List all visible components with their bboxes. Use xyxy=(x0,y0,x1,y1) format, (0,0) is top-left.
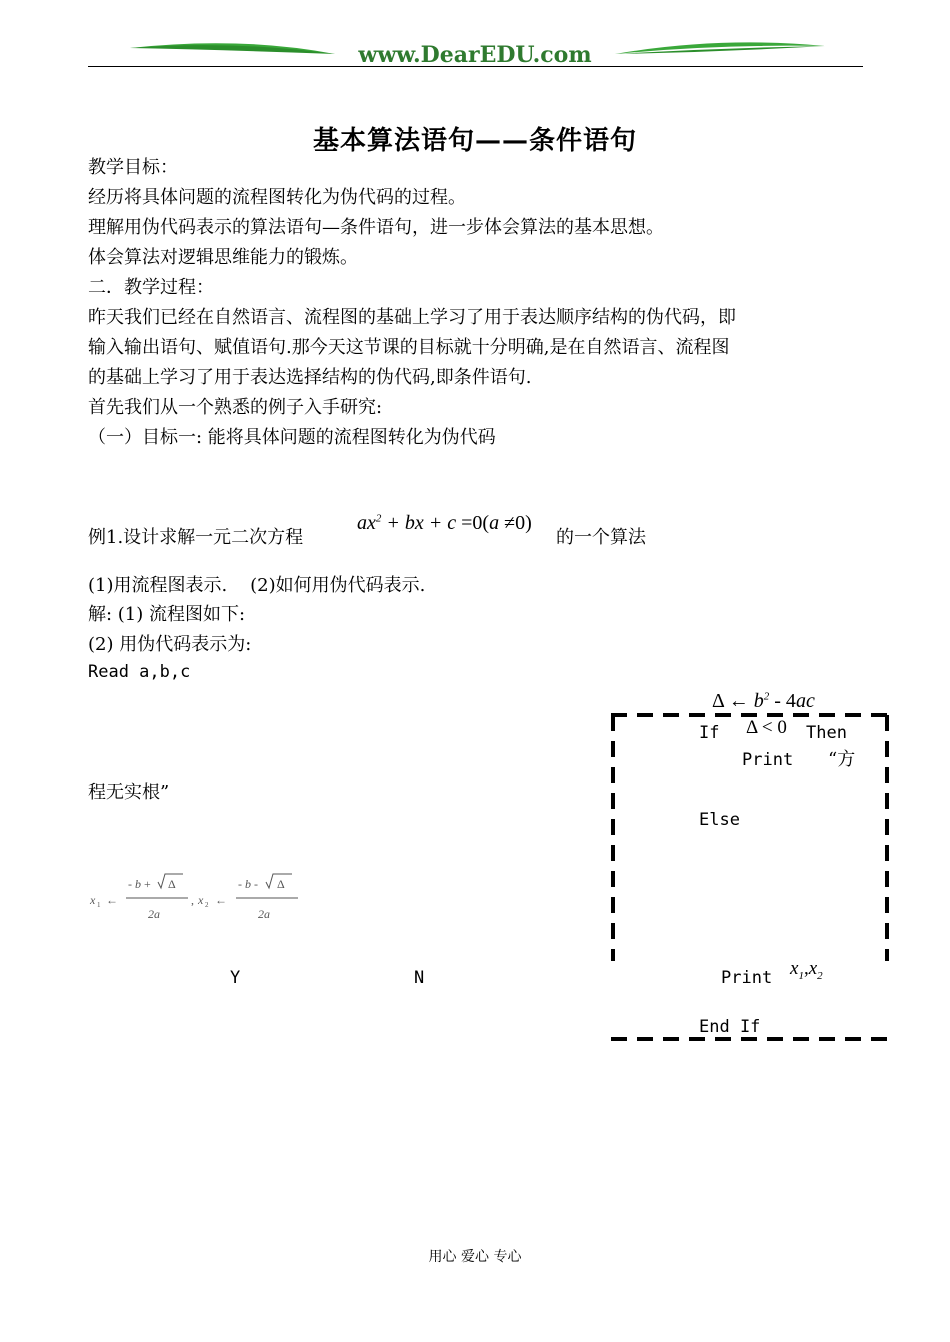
process-line: 输入输出语句、赋值语句.那今天这节课的目标就十分明确,是在自然语言、流程图 xyxy=(88,337,730,358)
header-divider xyxy=(88,66,863,67)
svg-text:x: x xyxy=(90,893,96,907)
flow-no-label: N xyxy=(414,968,425,988)
delta-assignment: Δ ← $b^2 - 4ac$ xyxy=(712,690,815,712)
svg-text:- b +: - b + xyxy=(128,877,151,891)
site-name[interactable]: www.DearEDU.com xyxy=(358,42,592,68)
svg-text:1: 1 xyxy=(97,901,101,909)
code-then: Then xyxy=(806,723,847,743)
svg-text:2a: 2a xyxy=(148,907,160,921)
svg-text:2: 2 xyxy=(205,901,209,909)
code-else: Else xyxy=(699,810,740,830)
code-endif: End If xyxy=(699,1017,761,1037)
svg-text:←: ← xyxy=(215,893,227,907)
roots-formula xyxy=(88,866,308,926)
svg-text:←: ← xyxy=(106,893,118,907)
code-if: If xyxy=(699,723,720,743)
svg-text:Δ: Δ xyxy=(277,877,285,891)
code-print-roots: Print xyxy=(721,968,773,988)
objective-item: 经历将具体问题的流程图转化为伪代码的过程。 xyxy=(88,187,466,208)
process-heading: 二．教学过程： xyxy=(88,277,214,298)
page-title: 基本算法语句——条件语句 xyxy=(312,126,637,156)
flow-yes-label: Y xyxy=(230,968,241,988)
objective-item: 理解用伪代码表示的算法语句—条件语句，进一步体会算法的基本思想。 xyxy=(88,217,664,238)
right-leaf-swoosh xyxy=(615,42,825,54)
process-intro: 首先我们从一个熟悉的例子入手研究: xyxy=(88,397,383,418)
code-print-string-end: 程无实根” xyxy=(88,782,170,803)
solution-step-1: 解: (1) 流程图如下: xyxy=(88,604,246,625)
code-print: Print xyxy=(742,750,794,770)
svg-text:Δ: Δ xyxy=(168,877,176,891)
code-read: Read a,b,c xyxy=(88,662,191,682)
example-suffix: 的一个算法 xyxy=(556,527,646,548)
svg-text:2a: 2a xyxy=(258,907,270,921)
code-print-string-start: “方 xyxy=(828,749,856,770)
process-line: 的基础上学习了用于表达选择结构的伪代码,即条件语句. xyxy=(88,367,532,388)
svg-text:x: x xyxy=(198,893,204,907)
example-prefix: 例1.设计求解一元二次方程 xyxy=(88,527,304,548)
svg-text:,: , xyxy=(191,893,194,907)
svg-text:- b -: - b - xyxy=(238,877,258,891)
objective-item: 体会算法对逻辑思维能力的锻炼。 xyxy=(88,247,358,268)
objectives-heading: 教学目标： xyxy=(88,157,178,178)
solution-step-2: (2) 用伪代码表示为: xyxy=(88,634,252,655)
header-logo xyxy=(120,34,830,68)
delta-condition: Δ < 0 xyxy=(746,717,787,738)
roots-output: $x_1,x_2$ xyxy=(790,958,823,982)
process-line: 昨天我们已经在自然语言、流程图的基础上学习了用于表达顺序结构的伪代码，即 xyxy=(88,307,736,328)
example-parts: (1)用流程图表示. (2)如何用伪代码表示. xyxy=(88,575,426,596)
goal-one: （一）目标一: 能将具体问题的流程图转化为伪代码 xyxy=(88,427,496,448)
equation-formula: $ax^2$ + bx + c =0(a ≠0) xyxy=(357,512,532,534)
page-footer: 用心 爱心 专心 xyxy=(428,1249,522,1265)
